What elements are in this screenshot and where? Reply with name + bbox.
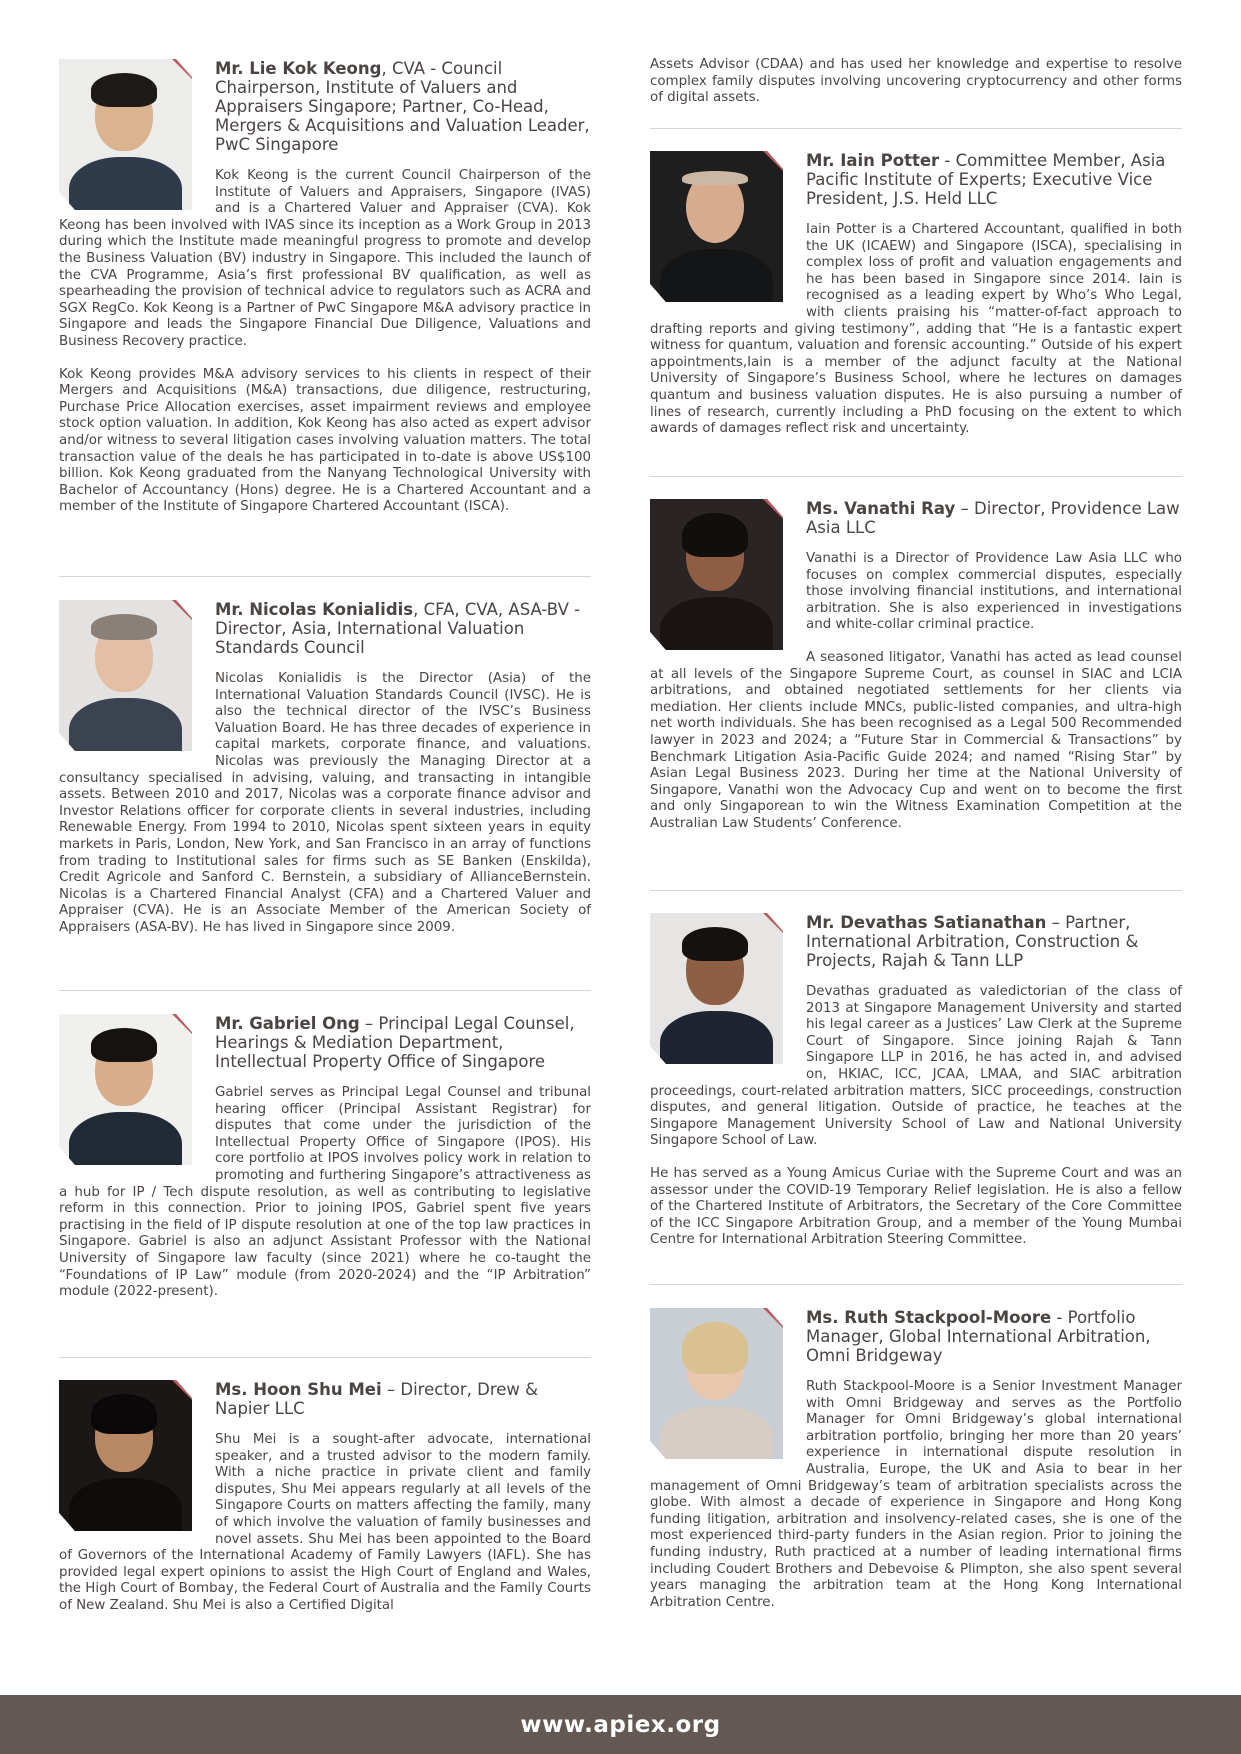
bio-paragraph: Shu Mei is a sought-after advocate, international speaker, and a trusted advisor to the modern family. With a niche practice in private client and family disputes, Shu Mei appears regularly at all levels of the Singapore Courts on matters affecting the family, many of which involve the valuation of family businesses and novel assets. Shu Mei has been appointed to the Board of Governors of the International Academy of Family Lawyers (IAFL). She has provided legal expert opinions to assist the High Court of England and Wales, the High Court of Bombay, the Federal Court of Australia and the Family Courts of New Zealand. Shu Mei is also a Certified Digital <box>59 1432 591 1613</box>
bio-paragraph: A seasoned litigator, Vanathi has acted as lead counsel at all levels of the Singapore Supreme Court, as counsel in SIAC and LCIA arbitrations, and obtained negotiated settlements for her clients via mediation. Her clients include MNCs, public-listed companies, and ultra-high net worth individuals. She has been recognised as a Legal 500 Recommended lawyer in 2023 and 2024; a “Future Star in Commercial & Transactions” by Benchmark Litigation Asia-Pacific Guide 2024; and named “Rising Star” by Asian Legal Business 2023. During her time at the National University of Singapore, Vanathi won the Advocacy Cup and went on to become the first and only Singaporean to win the Witness Examination Competition at the Australian Law Students’ Conference. <box>650 649 1182 831</box>
divider <box>59 990 591 991</box>
speaker-name: Ms. Ruth Stackpool-Moore <box>806 1308 1052 1327</box>
speaker-photo <box>650 499 783 650</box>
speaker-name: Ms. Vanathi Ray <box>806 499 956 518</box>
bio-paragraph: Devathas graduated as valedictorian of the class of 2013 at Singapore Management University and started his legal career as a Justices’ Law Clerk at the Supreme Court of Singapore. Since joining Rajah & Tann Singapore LLP in 2016, he has acted in, and advised on, HKIAC, ICC, JCAA, LMAA, and SIAC arbitration proceedings, court-related arbitration matters, SICC proceedings, construction disputes, and general litigation. Outside of practice, he teaches at the Singapore Management University School of Law and National University Singapore School of Law. <box>650 984 1182 1149</box>
bio-paragraph: Iain Potter is a Chartered Accountant, qualified in both the UK (ICAEW) and Singapore (ISCA), specialising in complex loss of profit and valuation engagements and he has been based in Singapore since 2014. Iain is recognised as a leading expert by Who’s Who Legal, with clients praising his “matter-of-fact approach to drafting reports and giving testimony”, adding that “He is a fantastic expert witness for quantum, valuation and forensic accounting.” Outside of his expert appointments,Iain is a member of the adjunct faculty at the National University of Singapore’s Business School, where he lectures on damages quantum and business valuation disputes. He is also pursuing a number of lines of research, currently including a PhD focusing on the extent to which awards of damages reflect risk and uncertainty. <box>650 222 1182 437</box>
bio-paragraph: Ruth Stackpool-Moore is a Senior Investment Manager with Omni Bridgeway and serves as the Portfolio Manager for Omni Bridgeway’s global international arbitration portfolio, bringing her more than 20 years’ experience in international dispute resolution in Australia, Europe, the UK and Asia to bear in her management of Omni Bridgeway’s team of arbitration specialists across the globe. With almost a decade of experience in Singapore and Hong Kong funding litigation, arbitration and insolvency-related cases, she is one of the most experienced third-party funders in the Asian region. Prior to joining the funding industry, Ruth practiced at a number of leading international firms including Coudert Brothers and Debevoise & Plimpton, she also spent several years managing the arbitration team at the Hong Kong International Arbitration Centre. <box>650 1379 1182 1610</box>
bio-paragraph: He has served as a Young Amicus Curiae with the Supreme Court and was an assessor under the COVID-19 Temporary Relief legislation. He is also a fellow of the Chartered Institute of Arbitrators, the Secretary of the Core Committee of the ICC Singapore Arbitration Group, and a member of the Young Mumbai Centre for International Arbitration Steering Committee. <box>650 1165 1182 1248</box>
speaker-title: – Principal Legal Counsel, Hearings & Mediation Department, Intellectual Property Office of Singapore <box>215 1014 575 1071</box>
speaker-photo <box>650 913 783 1064</box>
speaker-title: – Partner, International Arbitration, Construction & Projects, Rajah & Tann LLP <box>806 913 1139 970</box>
speaker-title: - Portfolio Manager, Global International Arbitration, Omni Bridgeway <box>806 1308 1151 1365</box>
speaker-photo <box>59 1380 192 1531</box>
divider <box>59 576 591 577</box>
speaker-profile-iain-potter <box>650 151 1182 438</box>
speaker-title: , CFA, CVA, ASA-BV - Director, Asia, International Valuation Standards Council <box>215 600 581 657</box>
speaker-title: , CVA - Council Chairperson, Institute of Valuers and Appraisers Singapore; Partner, Co-Head, Mergers & Acquisitions and Valuation Leader, PwC Singapore <box>215 59 590 154</box>
speaker-photo <box>59 1014 192 1165</box>
speaker-photo <box>650 151 783 302</box>
speaker-profile-lie-kok-keong <box>59 59 591 516</box>
footer-bar <box>0 1695 1241 1754</box>
speaker-title: - Committee Member, Asia Pacific Institute of Experts; Executive Vice President, J.S. Held LLC <box>806 151 1166 208</box>
speaker-name: Mr. Iain Potter <box>806 151 940 170</box>
divider <box>650 128 1182 129</box>
divider <box>650 1284 1182 1285</box>
bio-paragraph: Kok Keong provides M&A advisory services to his clients in respect of their Mergers and Acquisitions (M&A) transactions, due diligence, restructuring, Purchase Price Allocation exercises, asset impairment reviews and employee stock option valuation. In addition, Kok Keong has also acted as expert advisor and/or witness to several litigation cases involving valuation matters. The total transaction value of the deals he has participated in to-date is above US$100 billion. Kok Keong graduated from the Nanyang Technological University with Bachelor of Accountancy (Hons) degree. He is a Chartered Accountant and a member of the Institute of Singapore Chartered Accountant (ISCA). <box>59 366 591 515</box>
speaker-profile-vanathi-ray <box>650 499 1182 833</box>
bio-continuation: Assets Advisor (CDAA) and has used her knowledge and expertise to resolve complex family disputes involving uncovering cryptocurrency and other forms of digital assets. <box>650 57 1182 106</box>
bio-paragraph: Nicolas Konialidis is the Director (Asia) of the International Valuation Standards Council (IVSC). He is also the technical director of the IVSC’s Business Valuation Board. He has three decades of experience in capital markets, corporate finance, and valuations. Nicolas was previously the Managing Director at a consultancy specialised in advising, valuing, and transacting in intangible assets. Between 2010 and 2017, Nicolas was a corporate finance advisor and Investor Relations officer for corporate clients in several industries, including Renewable Energy. From 1994 to 2010, Nicolas spent sixteen years in equity markets in Paris, London, New York, and San Francisco in an array of functions from trading to Institutional sales for firms such as SE Banken (Enskilda), Credit Agricole and Sanford C. Bernstein, a subsidiary of AllianceBernstein. Nicolas is a Chartered Financial Analyst (CFA) and a Chartered Valuer and Appraiser (CVA). He is an Associate Member of the American Society of Appraisers (ASA-BV). He has lived in Singapore since 2009. <box>59 671 591 935</box>
divider <box>650 476 1182 477</box>
speaker-name: Mr. Gabriel Ong <box>215 1014 360 1033</box>
speaker-name: Ms. Hoon Shu Mei <box>215 1380 382 1399</box>
speaker-profile-nicolas-konialidis <box>59 600 591 937</box>
speaker-name: Mr. Lie Kok Keong <box>215 59 382 78</box>
speaker-name: Mr. Nicolas Konialidis <box>215 600 414 619</box>
divider <box>59 1357 591 1358</box>
speaker-title: – Director, Providence Law Asia LLC <box>806 499 1180 537</box>
speaker-profile-hoon-shu-mei <box>59 1380 591 1615</box>
speaker-photo <box>59 600 192 751</box>
bio-paragraph: Kok Keong is the current Council Chairperson of the Institute of Valuers and Appraisers, Singapore (IVAS) and is a Chartered Valuer and Appraiser (CVA). Kok Keong has been involved with IVAS since its inception as a Work Group in 2013 during which the Institute made meaningful progress to promote and develop the Business Valuation (BV) industry in Singapore. This included the launch of the CVA Programme, Asia’s first professional BV qualification, as well as spearheading the provision of technical advice to regulators such as ACRA and SGX RegCo. Kok Keong is a Partner of PwC Singapore M&A advisory practice in Singapore and leads the Singapore Financial Due Diligence, Valuations and Business Recovery practice. <box>59 168 591 349</box>
bio-paragraph: Gabriel serves as Principal Legal Counsel and tribunal hearing officer (Principal Assistant Registrar) for disputes that come under the jurisdiction of the Intellectual Property Office of Singapore (IPOS). His core portfolio at IPOS involves policy work in relation to promoting and furthering Singapore’s attractiveness as a hub for IP / Tech dispute resolution, as well as contributing to legislative reform in this connection. Prior to joining IPOS, Gabriel spent five years practising in the field of IP dispute resolution at one of the top law practices in Singapore. Gabriel is also an adjunct Assistant Professor with the National University of Singapore law faculty (since 2021) where he co-taught the “Foundations of IP Law” module (from 2020-2024) and the “IP Arbitration” module (2022-present). <box>59 1085 591 1300</box>
bio-paragraph: Vanathi is a Director of Providence Law Asia LLC who focuses on complex commercial disputes, especially those involving financial institutions, and international arbitration. She is also experienced in investigations and white-collar criminal practice. <box>806 551 1182 633</box>
speaker-profile-devathas-satianathan <box>650 913 1182 1249</box>
speaker-photo <box>59 59 192 210</box>
speaker-title: – Director, Drew & Napier LLC <box>215 1380 539 1418</box>
divider <box>650 890 1182 891</box>
website-link[interactable]: www.apiex.org <box>520 1711 721 1738</box>
speaker-profile-ruth-stackpool-moore <box>650 1308 1182 1611</box>
speaker-profile-gabriel-ong <box>59 1014 591 1301</box>
speaker-name: Mr. Devathas Satianathan <box>806 913 1047 932</box>
speaker-photo <box>650 1308 783 1459</box>
